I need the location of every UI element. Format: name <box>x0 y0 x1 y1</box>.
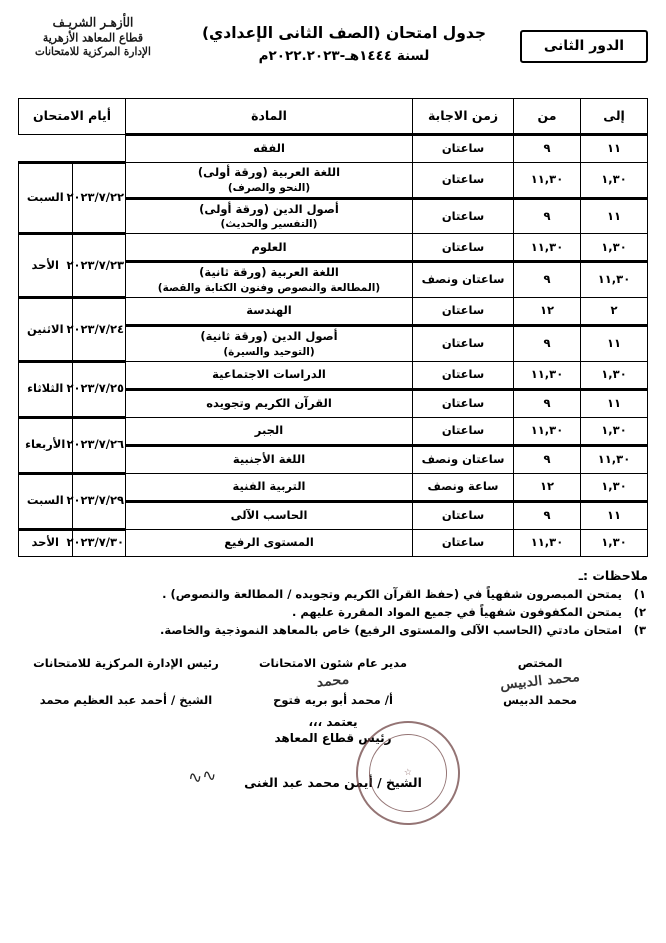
cell-time-from: ١١,٣٠ <box>514 234 581 262</box>
cell-exam-date: ٢٠٢٣/٧/٣٠ <box>72 529 126 556</box>
cell-time-from: ٩ <box>514 501 581 529</box>
cell-time-to: ١,٣٠ <box>581 163 648 199</box>
cell-duration: ساعتان <box>413 417 514 445</box>
cell-time-from: ٩ <box>514 389 581 417</box>
cell-time-to: ١,٣٠ <box>581 361 648 389</box>
cell-exam-date: ٢٠٢٣/٧/٢٢ <box>72 163 126 234</box>
cell-duration: ساعتان ونصف <box>413 262 514 298</box>
cell-exam-date: ٢٠٢٣/٧/٢٦ <box>72 417 126 473</box>
column-header-from: من <box>514 99 581 135</box>
signatures-row <box>18 654 648 710</box>
cell-exam-day: السبت <box>19 473 73 529</box>
cell-subject <box>126 417 413 445</box>
subject-main: الفقه <box>253 141 285 156</box>
cell-time-from: ٩ <box>514 198 581 234</box>
cell-exam-date: ٢٠٢٣/٧/٢٩ <box>72 473 126 529</box>
column-header-subject: المادة <box>126 99 413 135</box>
cell-exam-day: الأربعاء <box>19 417 73 473</box>
subject-main: اللغة العربية (ورقة أولى) <box>197 165 341 179</box>
subject-main: الدراسات الاجتماعية <box>212 366 326 381</box>
signature-block <box>24 654 228 710</box>
cell-exam-day: الثلاثاء <box>19 361 73 417</box>
signature-role: المختص <box>517 655 563 670</box>
note-item <box>18 604 646 622</box>
cell-subject <box>126 529 413 556</box>
subject-main: الحاسب الآلى <box>230 507 308 522</box>
document-header <box>18 14 648 88</box>
cell-time-to: ١١ <box>581 501 648 529</box>
cell-duration: ساعتان <box>413 501 514 529</box>
cell-time-from: ١٢ <box>514 473 581 501</box>
approval-section <box>18 715 648 835</box>
cell-subject <box>126 262 413 298</box>
cell-time-to: ١,٣٠ <box>581 473 648 501</box>
approval-line-1: يعتمد ،،، <box>308 715 358 730</box>
subject-main: المستوى الرفيع <box>224 534 314 549</box>
cell-time-from: ١٢ <box>514 298 581 326</box>
table-row <box>19 298 648 326</box>
cell-time-to: ١,٣٠ <box>581 234 648 262</box>
cell-exam-day: السبت <box>19 163 73 234</box>
notes-title: ملاحظات :ـ <box>578 567 648 583</box>
cell-subject <box>126 326 413 362</box>
table-row <box>19 529 648 556</box>
cell-exam-day: الاثنين <box>19 298 73 362</box>
cell-subject <box>126 501 413 529</box>
cell-exam-date: ٢٠٢٣/٧/٢٥ <box>72 361 126 417</box>
signature-name: الشيخ / أحمد عبد العظيم محمد <box>39 692 213 707</box>
cell-subject <box>126 198 413 234</box>
cell-time-from: ١١,٣٠ <box>514 163 581 199</box>
exam-round-badge: الدور الثانى <box>520 30 648 63</box>
cell-time-to: ١١ <box>581 135 648 163</box>
note-text: امتحان مادتي (الحاسب الآلى والمستوى الرفيع) خاص بالمعاهد النموذجية والخاصة. <box>160 622 622 637</box>
table-row <box>19 417 648 445</box>
subject-detail: (النحو والصرف) <box>227 181 311 194</box>
cell-subject <box>126 163 413 199</box>
cell-duration: ساعتان <box>413 389 514 417</box>
signature-role: مدير عام شئون الامتحانات <box>259 655 407 670</box>
subject-main: اللغة الأجنبية <box>232 451 306 466</box>
signature-scribble: محمد <box>315 672 350 691</box>
subject-detail: (التفسير والحديث) <box>220 218 318 231</box>
column-header-duration: زمن الاجابة <box>413 99 514 135</box>
table-header-row <box>19 99 648 135</box>
logo-line-3: الإدارة المركزية للامتحانات <box>35 45 151 58</box>
subject-main: العلوم <box>251 239 287 254</box>
subject-main: التربية الفنية <box>232 478 306 493</box>
note-number: ٣) <box>633 622 646 637</box>
cell-subject <box>126 234 413 262</box>
subject-main: اللغة العربية (ورقة ثانية) <box>199 265 339 280</box>
subject-detail: (المطالعة والنصوص وفنون الكتابة والقصة) <box>157 281 381 294</box>
title-line-2: لسنة ١٤٤٤هـ-٢٠٢٢.٢٠٢٣م <box>258 48 430 64</box>
cell-duration: ساعة ونصف <box>413 473 514 501</box>
cell-duration: ساعتان <box>413 135 514 163</box>
cell-exam-day: الأحد <box>19 234 73 298</box>
cell-time-from: ٩ <box>514 135 581 163</box>
cell-time-from: ١١,٣٠ <box>514 417 581 445</box>
cell-subject <box>126 445 413 473</box>
approval-line-3: الشيخ / أيمن محمد عبد الغنى <box>244 775 422 791</box>
exam-schedule-table <box>18 98 648 557</box>
cell-duration: ساعتان <box>413 298 514 326</box>
note-text: يمتحن المبصرون شفهياً في (حفظ القرآن الكريم وتجويده / المطالعة والنصوص) . <box>162 587 622 602</box>
note-item <box>18 622 646 640</box>
table-body <box>19 135 648 557</box>
notes-list <box>18 586 648 639</box>
subject-main: الجبر <box>254 422 284 437</box>
logo-line-1: الأزهـر الشريـف <box>52 14 134 30</box>
cell-duration: ساعتان <box>413 529 514 556</box>
cell-time-to: ١١,٣٠ <box>581 262 648 298</box>
cell-time-to: ١١ <box>581 326 648 362</box>
handwritten-signature: ∿∿ <box>186 765 218 790</box>
signature-name: أ/ محمد أبو بريه فتوح <box>273 692 393 707</box>
cell-time-from: ٩ <box>514 445 581 473</box>
cell-duration: ساعتان <box>413 234 514 262</box>
subject-main: الهندسة <box>246 303 292 318</box>
cell-time-to: ١١ <box>581 198 648 234</box>
cell-duration: ساعتان <box>413 361 514 389</box>
table-row <box>19 473 648 501</box>
notes-section <box>18 566 648 640</box>
signature-block <box>231 654 435 710</box>
table-row <box>19 361 648 389</box>
page-title <box>168 14 520 64</box>
column-header-exam-days: أيام الامتحان <box>19 99 126 135</box>
note-number: ٢) <box>633 604 646 619</box>
cell-exam-day: الأحد <box>19 529 73 556</box>
table-row <box>19 135 648 163</box>
subject-main: القرآن الكريم وتجويده <box>206 395 332 410</box>
cell-exam-date: ٢٠٢٣/٧/٢٤ <box>72 298 126 362</box>
signature-scribble: محمد الدبيس <box>499 669 581 694</box>
cell-duration: ساعتان ونصف <box>413 445 514 473</box>
cell-subject <box>126 135 413 163</box>
cell-duration: ساعتان <box>413 198 514 234</box>
signature-name: محمد الدبيس <box>503 692 577 707</box>
subject-detail: (التوحيد والسيرة) <box>223 345 315 358</box>
signature-block <box>438 654 642 710</box>
cell-subject <box>126 473 413 501</box>
cell-duration: ساعتان <box>413 326 514 362</box>
note-text: يمتحن المكفوفون شفهياً في جميع المواد المقررة عليهم . <box>291 604 622 619</box>
cell-time-to: ٢ <box>581 298 648 326</box>
cell-subject <box>126 361 413 389</box>
subject-main: أصول الدين (ورقة ثانية) <box>200 329 338 344</box>
cell-time-to: ١,٣٠ <box>581 529 648 556</box>
note-item <box>18 586 646 604</box>
cell-time-to: ١,٣٠ <box>581 417 648 445</box>
table-row <box>19 163 648 199</box>
subject-main: أصول الدين (ورقة أولى) <box>199 201 339 216</box>
cell-subject <box>126 389 413 417</box>
cell-exam-date: ٢٠٢٣/٧/٢٣ <box>72 234 126 298</box>
signature-role: رئيس الإدارة المركزية للامتحانات <box>33 655 219 670</box>
stamp-inner-text: ☆ <box>366 732 449 815</box>
logo-line-2: قطاع المعاهد الأزهرية <box>42 30 144 45</box>
cell-time-to: ١١ <box>581 389 648 417</box>
cell-subject <box>126 298 413 326</box>
cell-time-from: ٩ <box>514 326 581 362</box>
cell-time-from: ١١,٣٠ <box>514 529 581 556</box>
column-header-to: إلى <box>581 99 648 135</box>
cell-time-to: ١١,٣٠ <box>581 445 648 473</box>
azhar-logo <box>18 13 168 60</box>
table-row <box>19 234 648 262</box>
note-number: ١) <box>633 587 646 602</box>
title-line-1: جدول امتحان (الصف الثانى الإعدادي) <box>201 24 487 42</box>
approval-line-2: رئيس قطاع المعاهد <box>274 731 392 746</box>
cell-time-from: ١١,٣٠ <box>514 361 581 389</box>
cell-time-from: ٩ <box>514 262 581 298</box>
cell-duration: ساعتان <box>413 163 514 199</box>
